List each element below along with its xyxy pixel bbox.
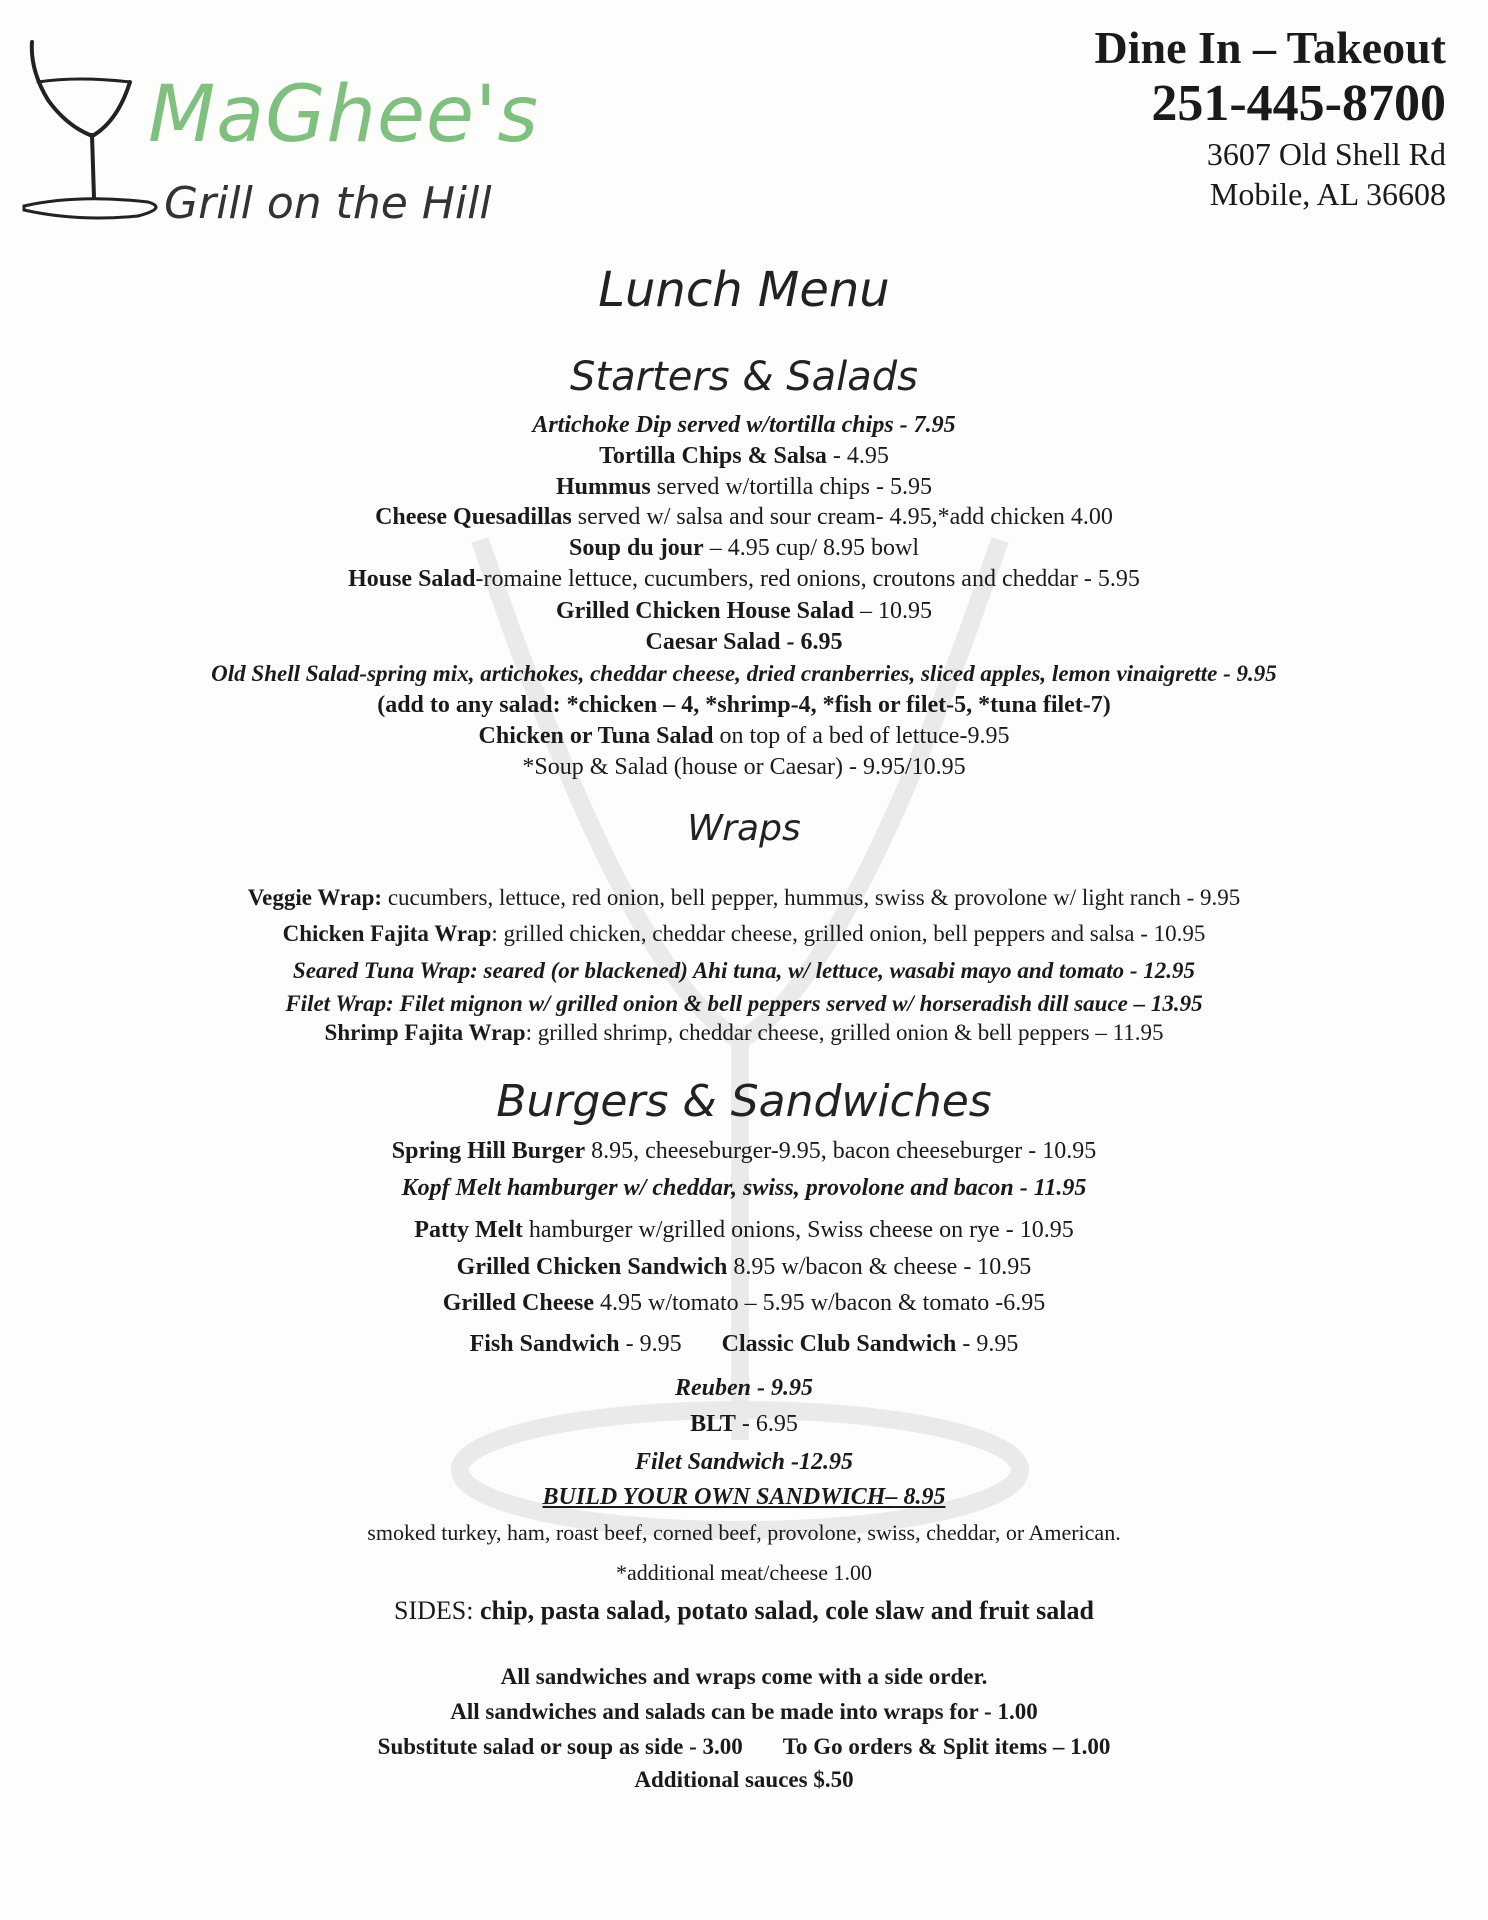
menu-item-house-salad: House Salad-romaine lettuce, cucumbers, red onions, croutons and cheddar - 5.95 [348,566,1140,592]
menu-item-filet-wrap: Filet Wrap: Filet mignon w/ grilled onion & bell peppers served w/ horseradish dill sauce – 13.95 [285,991,1203,1016]
menu-item-grilled-chicken-salad: Grilled Chicken House Salad – 10.95 [555,598,933,624]
menu-item-old-shell-salad: Old Shell Salad-spring mix, artichokes, cheddar cheese, dried cranberries, sliced apples, lemon vinaigrette - 9.95 [211,661,1277,686]
note-wraps: All sandwiches and salads can be made into wraps for - 1.00 [450,1699,1038,1724]
note-side-order: All sandwiches and wraps come with a side order. [500,1664,988,1689]
menu-item-reuben: Reuben - 9.95 [675,1375,813,1401]
address-line-1: 3607 Old Shell Rd [1206,136,1446,172]
menu-item-hummus: Hummus served w/tortilla chips - 5.95 [556,474,932,500]
menu-item-spring-hill-burger: Spring Hill Burger 8.95, cheeseburger-9.95, bacon cheeseburger - 10.95 [391,1138,1097,1164]
restaurant-logo [18,30,578,230]
menu-item-veggie-wrap: Veggie Wrap: cucumbers, lettuce, red onion, bell pepper, hummus, swiss & provolone w/ light ranch - 9.95 [247,885,1241,910]
additional-meat-cheese: *additional meat/cheese 1.00 [616,1560,872,1585]
address-line-2: Mobile, AL 36608 [1209,176,1446,212]
menu-item-chicken-tuna-salad: Chicken or Tuna Salad on top of a bed of lettuce-9.95 [478,723,1010,749]
menu-item-shrimp-fajita-wrap: Shrimp Fajita Wrap: grilled shrimp, cheddar cheese, grilled onion & bell peppers – 11.95 [324,1020,1164,1045]
logo-subtitle: Grill on the Hill [164,178,492,229]
menu-item-grilled-chicken-sandwich: Grilled Chicken Sandwich 8.95 w/bacon & cheese - 10.95 [456,1254,1032,1280]
service-type: Dine In – Takeout [1094,22,1446,73]
menu-item-tortilla-chips: Tortilla Chips & Salsa - 4.95 [599,443,889,469]
menu-item-grilled-cheese: Grilled Cheese 4.95 w/tomato – 5.95 w/bacon & tomato -6.95 [442,1290,1046,1316]
menu-item-caesar-salad: Caesar Salad - 6.95 [645,629,843,655]
menu-item-chicken-fajita-wrap: Chicken Fajita Wrap: grilled chicken, cheddar cheese, grilled onion, bell peppers and salsa - 10.95 [282,921,1206,946]
menu-item-soup: Soup du jour – 4.95 cup/ 8.95 bowl [568,535,920,561]
build-your-own-options: smoked turkey, ham, roast beef, corned beef, provolone, swiss, cheddar, or American. [367,1520,1121,1545]
menu-item-kopf-melt: Kopf Melt hamburger w/ cheddar, swiss, provolone and bacon - 11.95 [401,1175,1087,1201]
menu-item-filet-sandwich: Filet Sandwich -12.95 [634,1449,854,1475]
menu-item-quesadillas: Cheese Quesadillas served w/ salsa and sour cream- 4.95,*add chicken 4.00 [375,504,1113,530]
menu-item-seared-tuna-wrap: Seared Tuna Wrap: seared (or blackened) Ahi tuna, w/ lettuce, wasabi mayo and tomato - 12.95 [292,958,1196,983]
menu-item-blt: BLT - 6.95 [690,1411,798,1437]
sides-list: SIDES: chip, pasta salad, potato salad, cole slaw and fruit salad [394,1596,1094,1625]
menu-item-fish-club: Fish Sandwich - 9.95 Classic Club Sandwich - 9.95 [469,1331,1019,1357]
contact-block [1094,22,1446,214]
note-additional-sauces: Additional sauces $.50 [634,1767,854,1792]
section-heading-wraps: Wraps [687,808,801,849]
note-substitute-and-to-go: Substitute salad or soup as side - 3.00 To Go orders & Split items – 1.00 [377,1734,1111,1759]
section-heading-starters: Starters & Salads [570,354,918,400]
menu-title: Lunch Menu [598,262,890,318]
logo-name: MaGhee's [148,70,540,160]
menu-item-artichoke-dip: Artichoke Dip served w/tortilla chips - 7.95 [532,412,956,438]
phone-number: 251-445-8700 [1151,75,1446,132]
menu-item-build-your-own: BUILD YOUR OWN SANDWICH– 8.95 [542,1484,946,1510]
salad-add-ons: (add to any salad: *chicken – 4, *shrimp-4, *fish or filet-5, *tuna filet-7) [377,692,1111,718]
section-heading-burgers: Burgers & Sandwiches [496,1076,992,1127]
menu-item-patty-melt: Patty Melt hamburger w/grilled onions, Swiss cheese on rye - 10.95 [414,1217,1074,1243]
menu-item-soup-salad: *Soup & Salad (house or Caesar) - 9.95/10.95 [522,754,966,780]
